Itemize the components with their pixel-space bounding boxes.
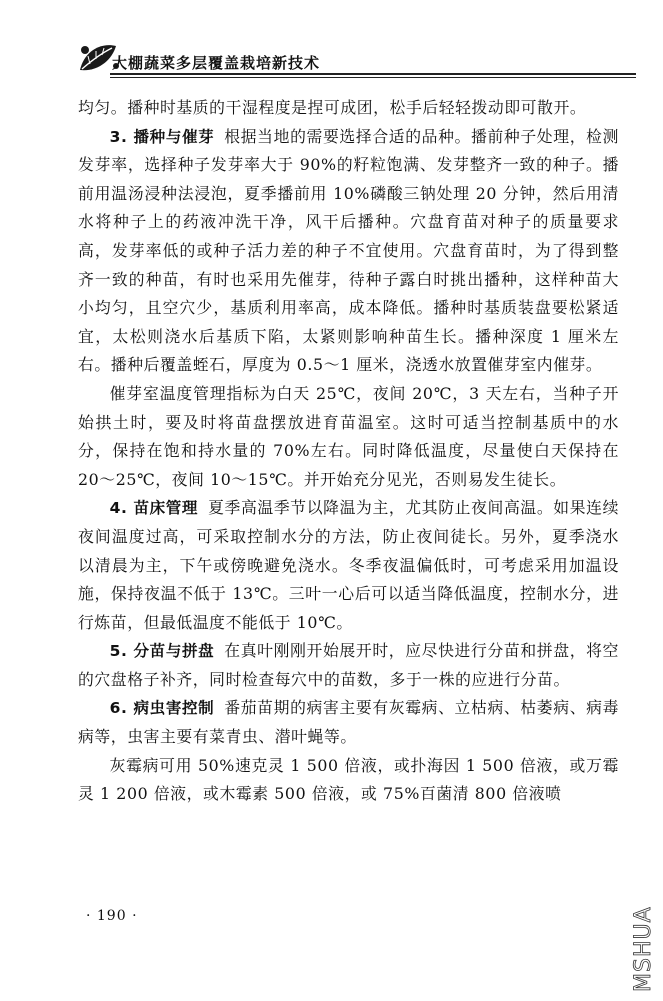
paragraph-text: 在真叶刚刚开始展开时，应尽快进行分苗和拼盘，将空的穴盘格子补齐，同时检查每穴中的苗数，多于一株的应进行分苗。 [78, 641, 619, 689]
header-title: 大棚蔬菜多层覆盖栽培新技术 [112, 54, 321, 72]
svg-text:MSHUA: MSHUA [631, 906, 656, 992]
header-rule [110, 73, 636, 75]
section-heading: 6. 病虫害控制 [109, 699, 215, 718]
paragraph [78, 637, 619, 694]
page-number: · 190 · [86, 908, 138, 924]
paragraph [78, 694, 619, 751]
paragraph-text: 均匀。播种时基质的干湿程度是捏可成团，松手后轻轻拨动即可散开。 [78, 98, 587, 117]
paragraph-text: 番茄苗期的病害主要有灰霉病、立枯病、枯萎病、病毒病等，虫害主要有菜青虫、潜叶蝇等。 [78, 698, 619, 747]
running-header [76, 40, 636, 80]
paragraph [78, 94, 619, 123]
paragraph [78, 380, 619, 494]
paragraph-text: 灰霉病可用 50%速克灵 1 500 倍液，或扑海因 1 500 倍液，或万霉灵 1 200 倍液，或木霉素 500 倍液，或 75%百菌清 800 倍液喷 [78, 755, 619, 804]
header-rule-thin [110, 77, 636, 78]
section-heading: 3. 播种与催芽 [109, 127, 215, 146]
paragraph [78, 494, 619, 637]
paragraph-text: 夏季高温季节以降温为主，尤其防止夜间高温。如果连续夜间温度过高，可采取控制水分的方法，防止夜间徒长。另外，夏季浇水以清晨为主，下午或傍晚避免浇水。冬季夜温偏低时，可考虑采用加温设施，保持夜温不低于 13℃。三叶一心后可以适当降低温度，控制水分，进行炼苗，但最低温度不能低于 10℃。 [78, 498, 619, 632]
body-text [78, 94, 619, 809]
paragraph-text: 根据当地的需要选择合适的品种。播前种子处理，检测发芽率，选择种子发芽率大于 90%的籽粒饱满、发芽整齐一致的种子。播前用温汤浸种法浸泡，夏季播前用 10%磷酸三钠处理 20 分钟，然后用清水将种子上的药液冲洗干净，风干后播种。穴盘育苗对种子的质量要求高，发芽率低的或种子活力差的种子不宜使用。穴盘育苗时，为了得到整齐一致的种苗，有时也采用先催芽，待种子露白时挑出播种，这样种苗大小均匀，且空穴少，基质利用率高，成本降低。播种时基质装盘要松紧适宜，太松则浇水后基质下陷，太紧则影响种苗生长。播种深度 1 厘米左右。播种后覆盖蛭石，厚度为 0.5～1 厘米，浇透水放置催芽室内催芽。 [78, 126, 619, 375]
watermark-text-icon [628, 880, 658, 995]
paragraph [78, 123, 619, 380]
section-heading: 5. 分苗与拼盘 [109, 642, 215, 661]
paragraph-text: 催芽室温度管理指标为白天 25℃，夜间 20℃，3 天左右，当种子开始拱土时，要及时将苗盘摆放进育苗温室。这时可适当控制基质中的水分，保持在饱和持水量的 70%左右。同时降低温度，尽量使白天保持在 20～25℃，夜间 10～15℃。并开始充分见光，否则易发生徒长。 [78, 383, 619, 489]
watermark [628, 880, 658, 995]
section-heading: 4. 苗床管理 [109, 499, 199, 518]
paragraph [78, 752, 619, 809]
